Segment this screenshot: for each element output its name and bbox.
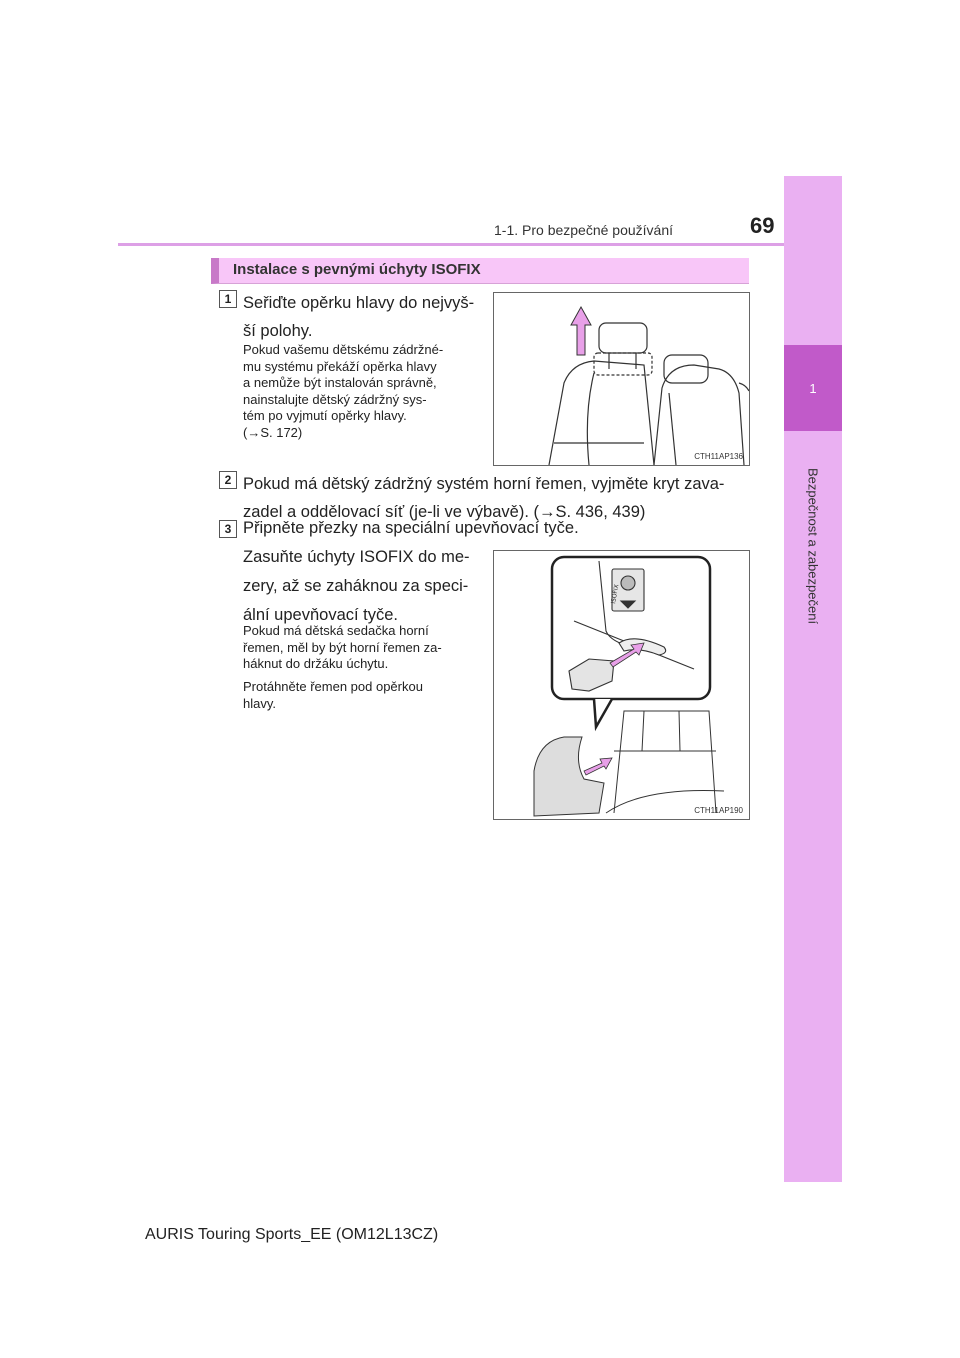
chapter-tab-strip: [784, 176, 842, 1182]
header-rule: [118, 243, 842, 246]
figure-code: CTH11AP190: [694, 806, 743, 815]
chapter-tab-number[interactable]: 1: [784, 345, 842, 431]
arrow-up-icon: [571, 307, 591, 355]
arrow-icon: [584, 758, 612, 775]
step-2-text: Pokud má dětský zádržný systém horní řemen, vyjměte kryt zava- zadel a oddělovací síť (je-li ve výbavě). (→S. 436, 439): [243, 475, 725, 521]
isofix-illustration: [494, 551, 749, 819]
figure-label: ISOFIX: [610, 583, 621, 605]
figure-isofix: [493, 550, 750, 820]
step-3-note-2: Protáhněte řemen pod opěrkou hlavy.: [243, 679, 423, 711]
step-number-1: 1: [219, 290, 237, 308]
figure-code: CTH11AP136: [694, 452, 743, 461]
header-section-title: 1-1. Pro bezpečné používání: [494, 222, 674, 238]
step-3-note-1: Pokud má dětská sedačka horní řemen, měl by být horní řemen za- háknut do držáku úchytu.: [243, 623, 442, 671]
section-banner: [211, 258, 749, 284]
step-number-3: 3: [219, 520, 237, 538]
footer-model: AURIS Touring Sports_EE (OM12L13CZ): [145, 1226, 439, 1243]
step-1-note: Pokud vašemu dětskému zádržné- mu systému překáží opěrka hlavy a nemůže být instalován správně, nainstalujte dětský zádržný sys- tém po vyjmutí opěrky hlavy. (→S. 172): [243, 342, 444, 440]
child-seat-icon: [534, 737, 604, 816]
step-3-text: Připněte přezky na speciální upevňovací tyče.: [243, 519, 579, 537]
figure-headrest: [493, 292, 750, 466]
headrest-illustration: [494, 293, 749, 465]
page-number: 69: [750, 213, 775, 238]
step-1-text: Seřiďte opěrku hlavy do nejvyš- ší polohy.: [243, 294, 475, 340]
section-title: Instalace s pevnými úchyty ISOFIX: [233, 261, 481, 278]
step-3-subtext: Zasuňte úchyty ISOFIX do me- zery, až se zaháknou za speci- ální upevňovací tyče.: [243, 548, 470, 624]
step-number-2: 2: [219, 471, 237, 489]
